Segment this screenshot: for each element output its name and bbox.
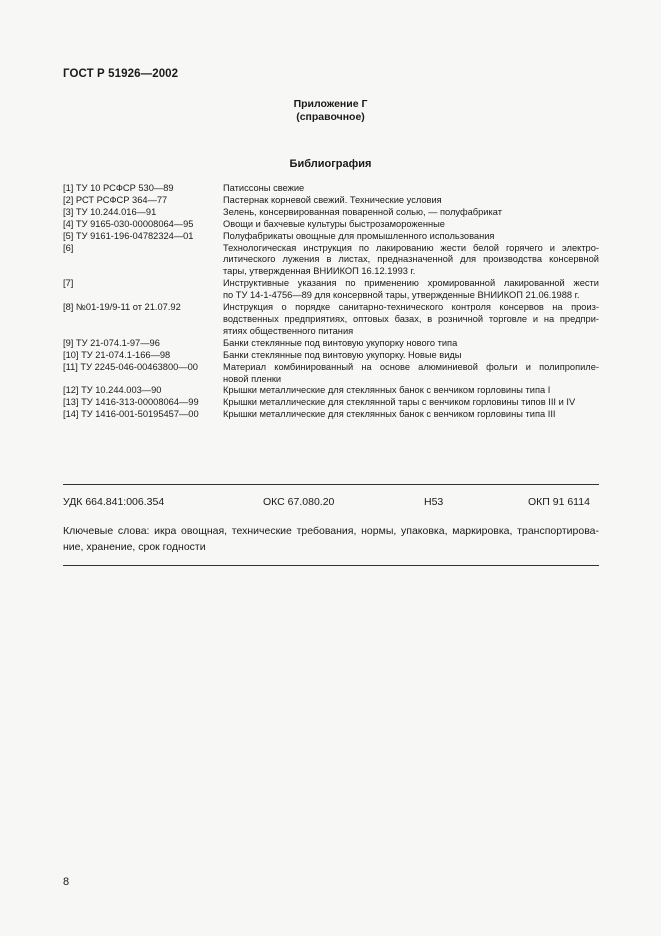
entry-description xyxy=(223,302,599,338)
entry-description xyxy=(223,397,599,409)
entry-description-line: новой пленки xyxy=(223,373,282,384)
bibliography-entry xyxy=(63,207,599,219)
annex-title: Приложение Г xyxy=(293,98,368,110)
bibliography-entry xyxy=(63,243,599,279)
entry-description xyxy=(223,385,599,397)
bibliography-entry xyxy=(63,231,599,243)
entry-description-line: Банки стеклянные под винтовую укупорку. Новые виды xyxy=(223,349,462,360)
entry-description xyxy=(223,350,599,362)
bibliography-entry xyxy=(63,362,599,386)
bibliography-entry xyxy=(63,385,599,397)
group-code: Н53 xyxy=(424,496,444,508)
bibliography-entry xyxy=(63,338,599,350)
bibliography-entry xyxy=(63,219,599,231)
entry-description-line: Полуфабрикаты овощные для промышленного использования xyxy=(223,230,495,241)
entry-description-line: Патиссоны свежие xyxy=(223,183,305,193)
entry-description-line: Технологическая инструкция по лакированию жести белой горячего и электро- xyxy=(223,242,599,253)
bibliography-entry xyxy=(63,397,599,409)
entry-description xyxy=(223,278,599,302)
entry-description xyxy=(223,243,599,279)
entry-description-line: литического лужения в листах, предназначенной для производства консервной xyxy=(223,254,599,265)
divider-top xyxy=(63,484,599,485)
entry-description xyxy=(223,183,599,195)
entry-description-line: водственных предприятиях, оптовых базах, в розничной торговле и на предпри- xyxy=(223,313,599,324)
entry-reference: [1] ТУ 10 РСФСР 530—89 xyxy=(63,183,174,193)
entry-description-line: тары, утвержденная ВНИИКОП 16.12.1993 г. xyxy=(223,266,416,277)
entry-description xyxy=(223,362,599,386)
bibliography-entry xyxy=(63,195,599,207)
entry-reference: [14] ТУ 1416-001-50195457—00 xyxy=(63,409,199,420)
entry-description-line: по ТУ 14-1-4756—89 для консервной тары, утвержденные ВНИИКОП 21.06.1988 г. xyxy=(223,290,580,301)
entry-reference: [2] РСТ РСФСР 364—77 xyxy=(63,194,168,205)
bibliography-entry xyxy=(63,302,599,338)
okp-code: ОКП 91 6114 xyxy=(528,496,590,508)
divider-bottom xyxy=(63,565,599,566)
entry-description-line: Пастернак корневой свежий. Технические условия xyxy=(223,194,442,205)
entry-reference: [13] ТУ 1416-313-00008064—99 xyxy=(63,397,199,408)
entry-reference: [6] xyxy=(63,242,74,253)
entry-description xyxy=(223,231,599,243)
bibliography-entry xyxy=(63,350,599,362)
oks-code: ОКС 67.080.20 xyxy=(263,496,335,508)
entry-description-line: Овощи и бахчевые культуры быстрозамороженные xyxy=(223,218,445,229)
entry-description xyxy=(223,338,599,350)
entry-reference: [8] №01-19/9-11 от 21.07.92 xyxy=(63,302,181,313)
entry-description-line: Крышки металлические для стеклянной тары с венчиком горловины типов III и IV xyxy=(223,397,576,408)
entry-reference: [9] ТУ 21-074.1-97—96 xyxy=(63,337,160,348)
entry-description-line: ятиях общественного питания xyxy=(223,325,354,336)
entry-description xyxy=(223,219,599,231)
entry-description-line: Зелень, консервированная поваренной солью, — полуфабрикат xyxy=(223,206,502,217)
entry-reference: [4] ТУ 9165-030-00008064—95 xyxy=(63,218,194,229)
entry-reference: [11] ТУ 2245-046-00463800—00 xyxy=(63,361,198,372)
bibliography-entry xyxy=(63,183,599,195)
entry-reference: [7] xyxy=(63,278,74,289)
bibliography-entry xyxy=(63,278,599,302)
udk-code: УДК 664.841:006.354 xyxy=(63,496,165,508)
bibliography-title: Библиография xyxy=(289,158,372,170)
entry-description-line: Инструктивные указания по применению хромированной лакированной жести xyxy=(223,278,599,289)
standard-header: ГОСТ Р 51926—2002 xyxy=(63,68,179,80)
bibliography-list xyxy=(63,183,599,421)
bibliography-entry xyxy=(63,409,599,421)
entry-description xyxy=(223,409,599,421)
entry-description-line: Материал комбинированный на основе алюминиевой фольги и полипропиле- xyxy=(223,361,599,372)
entry-reference: [5] ТУ 9161-196-04782324—01 xyxy=(63,230,194,241)
entry-description-line: Банки стеклянные под винтовую укупорку нового типа xyxy=(223,337,458,348)
entry-reference: [3] ТУ 10.244.016—91 xyxy=(63,206,157,217)
keywords-text: Ключевые слова: икра овощная, технические требования, нормы, упаковка, маркировка, транспортирова-ние, хранение, срок годности xyxy=(63,525,599,553)
entry-description xyxy=(223,195,599,207)
annex-subtitle: (справочное) xyxy=(296,111,365,123)
page-number: 8 xyxy=(63,876,70,888)
entry-reference: [10] ТУ 21-074.1-166—98 xyxy=(63,349,171,360)
entry-reference: [12] ТУ 10.244.003—90 xyxy=(63,385,162,396)
entry-description xyxy=(223,207,599,219)
entry-description-line: Крышки металлические для стеклянных банок с венчиком горловины типа III xyxy=(223,409,556,420)
entry-description-line: Инструкция о порядке санитарно-технического контроля консервов на произ- xyxy=(223,302,599,313)
entry-description-line: Крышки металлические для стеклянных банок с венчиком горловины типа I xyxy=(223,385,551,396)
